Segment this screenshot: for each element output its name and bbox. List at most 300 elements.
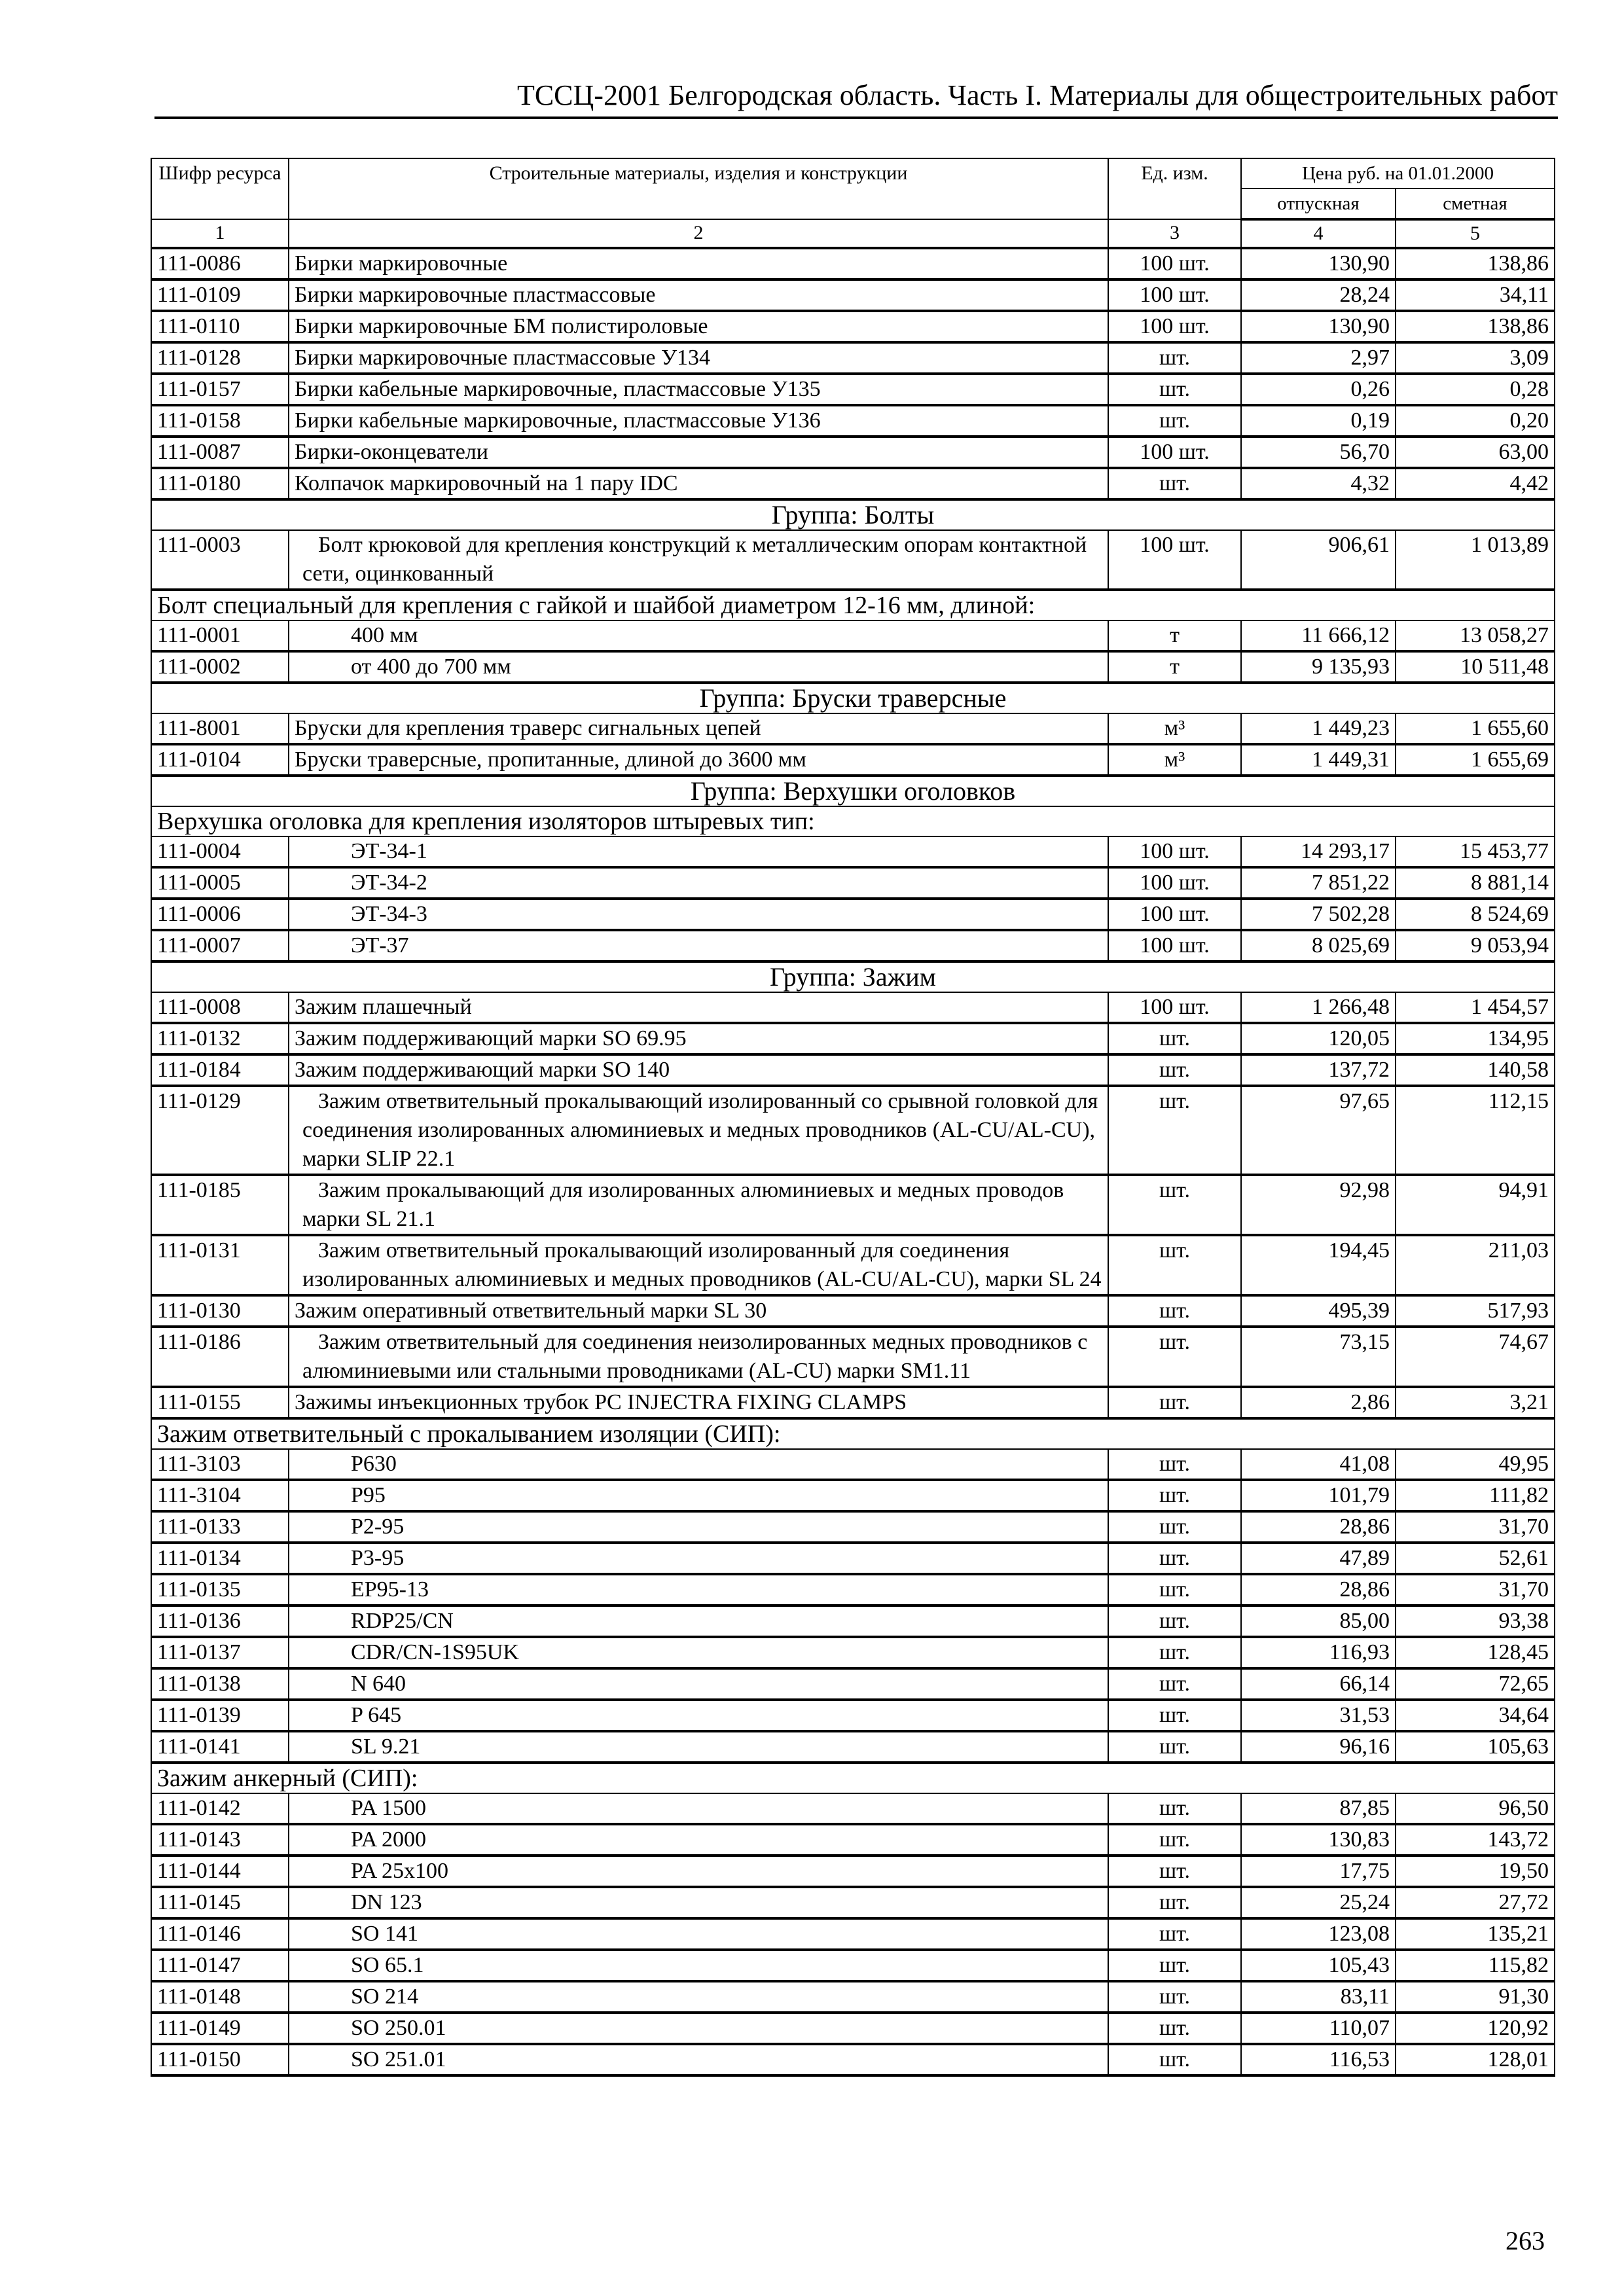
price-release: 14 293,17	[1241, 836, 1396, 867]
unit-of-measure: шт.	[1108, 1054, 1241, 1086]
price-release: 28,86	[1241, 1574, 1396, 1605]
table-row	[151, 342, 1555, 374]
unit-of-measure: 100 шт.	[1108, 992, 1241, 1023]
resource-code: 111-0134	[151, 1543, 289, 1574]
material-name: P 645	[289, 1700, 1108, 1731]
unit-of-measure: т	[1108, 620, 1241, 651]
material-name: Зажим прокалывающий для изолированных алюминиевых и медных проводов марки SL 21.1	[289, 1175, 1108, 1235]
subheading-title: Зажим анкерный (СИП):	[151, 1763, 1555, 1793]
resource-code: 111-0104	[151, 744, 289, 776]
price-estimate: 19,50	[1396, 1856, 1555, 1887]
table-row	[151, 620, 1555, 651]
resource-code: 111-0004	[151, 836, 289, 867]
unit-of-measure: 100 шт.	[1108, 248, 1241, 279]
material-name: RDP25/CN	[289, 1605, 1108, 1637]
price-release: 87,85	[1241, 1793, 1396, 1824]
material-name: P2-95	[289, 1511, 1108, 1543]
table-row	[151, 530, 1555, 590]
table-row	[151, 1574, 1555, 1605]
resource-code: 111-0007	[151, 930, 289, 961]
price-release: 906,61	[1241, 530, 1396, 590]
resource-code: 111-0003	[151, 530, 289, 590]
table-row	[151, 1981, 1555, 2013]
price-estimate: 143,72	[1396, 1824, 1555, 1856]
price-release: 9 135,93	[1241, 651, 1396, 683]
material-name: CDR/CN-1S95UK	[289, 1637, 1108, 1668]
price-release: 123,08	[1241, 1918, 1396, 1950]
unit-of-measure: шт.	[1108, 405, 1241, 437]
price-release: 1 449,23	[1241, 713, 1396, 744]
table-row	[151, 2044, 1555, 2075]
unit-of-measure: шт.	[1108, 1731, 1241, 1763]
price-release: 4,32	[1241, 468, 1396, 499]
price-estimate: 91,30	[1396, 1981, 1555, 2013]
table-row	[151, 1856, 1555, 1887]
resource-code: 111-0008	[151, 992, 289, 1023]
resource-code: 111-0158	[151, 405, 289, 437]
table-row	[151, 437, 1555, 468]
unit-of-measure: шт.	[1108, 342, 1241, 374]
table-row	[151, 1887, 1555, 1918]
price-release: 25,24	[1241, 1887, 1396, 1918]
subheading-title: Зажим ответвительный с прокалыванием изоляции (СИП):	[151, 1418, 1555, 1449]
price-release: 0,19	[1241, 405, 1396, 437]
price-estimate: 10 511,48	[1396, 651, 1555, 683]
table-row	[151, 651, 1555, 683]
material-name: Бирки маркировочные	[289, 248, 1108, 279]
table-row	[151, 468, 1555, 499]
material-name: 400 мм	[289, 620, 1108, 651]
resource-code: 111-0157	[151, 374, 289, 405]
price-release: 28,24	[1241, 279, 1396, 311]
header-code: Шифр ресурса	[151, 158, 289, 219]
price-release: 130,83	[1241, 1824, 1396, 1856]
resource-code: 111-0132	[151, 1023, 289, 1054]
material-name: ЭТ-34-3	[289, 899, 1108, 930]
resource-code: 111-0110	[151, 311, 289, 342]
price-estimate: 128,01	[1396, 2044, 1555, 2075]
price-release: 2,86	[1241, 1387, 1396, 1418]
price-release: 11 666,12	[1241, 620, 1396, 651]
price-estimate: 3,21	[1396, 1387, 1555, 1418]
unit-of-measure: 100 шт.	[1108, 836, 1241, 867]
price-release: 56,70	[1241, 437, 1396, 468]
table-row	[151, 1480, 1555, 1511]
resource-code: 111-0131	[151, 1235, 289, 1295]
price-estimate: 8 524,69	[1396, 899, 1555, 930]
unit-of-measure: шт.	[1108, 1887, 1241, 1918]
resource-code: 111-0137	[151, 1637, 289, 1668]
price-estimate: 94,91	[1396, 1175, 1555, 1235]
table-row	[151, 1700, 1555, 1731]
resource-code: 111-0087	[151, 437, 289, 468]
table-row	[151, 311, 1555, 342]
price-estimate: 1 655,60	[1396, 713, 1555, 744]
col-number: 2	[289, 219, 1108, 248]
price-release: 120,05	[1241, 1023, 1396, 1054]
unit-of-measure: шт.	[1108, 2044, 1241, 2075]
price-release: 83,11	[1241, 1981, 1396, 2013]
material-name: Зажим ответвительный для соединения неизолированных медных проводников с алюминиевыми или стальными проводниками (AL-CU) марки SM1.11	[289, 1327, 1108, 1387]
material-name: Бирки кабельные маркировочные, пластмассовые У136	[289, 405, 1108, 437]
resource-code: 111-0147	[151, 1950, 289, 1981]
header-price-release: отпускная	[1241, 188, 1396, 219]
table-row	[151, 1327, 1555, 1387]
price-estimate: 120,92	[1396, 2013, 1555, 2044]
table-row	[151, 867, 1555, 899]
price-estimate: 27,72	[1396, 1887, 1555, 1918]
table-row	[151, 1511, 1555, 1543]
resource-code: 111-8001	[151, 713, 289, 744]
price-estimate: 34,64	[1396, 1700, 1555, 1731]
table-row	[151, 930, 1555, 961]
price-estimate: 105,63	[1396, 1731, 1555, 1763]
resource-code: 111-0138	[151, 1668, 289, 1700]
price-estimate: 140,58	[1396, 1054, 1555, 1086]
material-name: Бирки маркировочные пластмассовые	[289, 279, 1108, 311]
price-estimate: 74,67	[1396, 1327, 1555, 1387]
price-estimate: 9 053,94	[1396, 930, 1555, 961]
price-release: 2,97	[1241, 342, 1396, 374]
table-row	[151, 1668, 1555, 1700]
price-release: 31,53	[1241, 1700, 1396, 1731]
price-estimate: 8 881,14	[1396, 867, 1555, 899]
price-release: 8 025,69	[1241, 930, 1396, 961]
resource-code: 111-3103	[151, 1449, 289, 1480]
material-name: P95	[289, 1480, 1108, 1511]
price-estimate: 31,70	[1396, 1574, 1555, 1605]
material-name: SO 65.1	[289, 1950, 1108, 1981]
material-name: Зажим поддерживающий марки SO 69.95	[289, 1023, 1108, 1054]
unit-of-measure: шт.	[1108, 1981, 1241, 2013]
material-name: PA 1500	[289, 1793, 1108, 1824]
resource-code: 111-0136	[151, 1605, 289, 1637]
group-heading-row	[151, 683, 1555, 713]
material-name: P3-95	[289, 1543, 1108, 1574]
price-release: 17,75	[1241, 1856, 1396, 1887]
price-release: 110,07	[1241, 2013, 1396, 2044]
table-row	[151, 1023, 1555, 1054]
group-title: Группа: Верхушки оголовков	[151, 776, 1555, 806]
unit-of-measure: шт.	[1108, 1668, 1241, 1700]
price-estimate: 135,21	[1396, 1918, 1555, 1950]
col-number: 1	[151, 219, 289, 248]
table-row	[151, 1387, 1555, 1418]
group-heading-row	[151, 961, 1555, 992]
header-price-estimate: сметная	[1396, 188, 1555, 219]
col-number: 5	[1396, 219, 1555, 248]
table-row	[151, 744, 1555, 776]
unit-of-measure: шт.	[1108, 1950, 1241, 1981]
price-estimate: 3,09	[1396, 342, 1555, 374]
table-row	[151, 1235, 1555, 1295]
material-name: Бирки кабельные маркировочные, пластмассовые У135	[289, 374, 1108, 405]
price-estimate: 111,82	[1396, 1480, 1555, 1511]
table-row	[151, 405, 1555, 437]
price-release: 66,14	[1241, 1668, 1396, 1700]
price-release: 0,26	[1241, 374, 1396, 405]
price-release: 28,86	[1241, 1511, 1396, 1543]
material-name: P630	[289, 1449, 1108, 1480]
price-estimate: 138,86	[1396, 311, 1555, 342]
price-release: 130,90	[1241, 311, 1396, 342]
resource-code: 111-0141	[151, 1731, 289, 1763]
resource-code: 111-0185	[151, 1175, 289, 1235]
resource-code: 111-0135	[151, 1574, 289, 1605]
price-estimate: 72,65	[1396, 1668, 1555, 1700]
unit-of-measure: 100 шт.	[1108, 930, 1241, 961]
page-number: 263	[1506, 2226, 1545, 2255]
unit-of-measure: шт.	[1108, 1543, 1241, 1574]
price-release: 495,39	[1241, 1295, 1396, 1327]
unit-of-measure: шт.	[1108, 1086, 1241, 1175]
price-estimate: 115,82	[1396, 1950, 1555, 1981]
price-estimate: 49,95	[1396, 1449, 1555, 1480]
group-heading-row	[151, 499, 1555, 530]
material-name: Болт крюковой для крепления конструкций к металлическим опорам контактной сети, оцинкованный	[289, 530, 1108, 590]
resource-code: 111-0146	[151, 1918, 289, 1950]
unit-of-measure: шт.	[1108, 2013, 1241, 2044]
table-row	[151, 1637, 1555, 1668]
unit-of-measure: шт.	[1108, 1449, 1241, 1480]
material-name: Колпачок маркировочный на 1 пару IDC	[289, 468, 1108, 499]
price-release: 47,89	[1241, 1543, 1396, 1574]
unit-of-measure: шт.	[1108, 1235, 1241, 1295]
resource-code: 111-0144	[151, 1856, 289, 1887]
resource-code: 111-0186	[151, 1327, 289, 1387]
unit-of-measure: 100 шт.	[1108, 867, 1241, 899]
material-name: PA 25x100	[289, 1856, 1108, 1887]
table-row	[151, 1824, 1555, 1856]
header-name: Строительные материалы, изделия и конструкции	[289, 158, 1108, 219]
material-name: ЭТ-34-1	[289, 836, 1108, 867]
price-estimate: 517,93	[1396, 1295, 1555, 1327]
table-row	[151, 374, 1555, 405]
price-estimate: 52,61	[1396, 1543, 1555, 1574]
resource-code: 111-0130	[151, 1295, 289, 1327]
price-estimate: 15 453,77	[1396, 836, 1555, 867]
header-unit: Ед. изм.	[1108, 158, 1241, 219]
material-name: Зажим ответвительный прокалывающий изолированный со срывной головкой для соединения изолированных алюминиевых и медных проводников (AL-CU/AL-CU), марки SLIP 22.1	[289, 1086, 1108, 1175]
unit-of-measure: 100 шт.	[1108, 279, 1241, 311]
unit-of-measure: м³	[1108, 713, 1241, 744]
table-row	[151, 1449, 1555, 1480]
table-row	[151, 992, 1555, 1023]
price-release: 116,53	[1241, 2044, 1396, 2075]
price-estimate: 134,95	[1396, 1023, 1555, 1054]
table-row	[151, 1054, 1555, 1086]
material-name: Бруски для крепления траверс сигнальных цепей	[289, 713, 1108, 744]
price-estimate: 0,20	[1396, 405, 1555, 437]
resource-code: 111-0180	[151, 468, 289, 499]
material-name: SL 9.21	[289, 1731, 1108, 1763]
table-row	[151, 279, 1555, 311]
resource-code: 111-0002	[151, 651, 289, 683]
price-release: 1 449,31	[1241, 744, 1396, 776]
material-name: от 400 до 700 мм	[289, 651, 1108, 683]
material-name: Зажим оперативный ответвительный марки SL 30	[289, 1295, 1108, 1327]
subheading-row	[151, 1763, 1555, 1793]
price-release: 96,16	[1241, 1731, 1396, 1763]
unit-of-measure: шт.	[1108, 1023, 1241, 1054]
material-name: Зажим плашечный	[289, 992, 1108, 1023]
table-row	[151, 1950, 1555, 1981]
col-number: 3	[1108, 219, 1241, 248]
price-release: 101,79	[1241, 1480, 1396, 1511]
price-table	[151, 158, 1555, 2077]
material-name: Бирки-оконцеватели	[289, 437, 1108, 468]
price-estimate: 211,03	[1396, 1235, 1555, 1295]
price-release: 137,72	[1241, 1054, 1396, 1086]
table-row	[151, 1295, 1555, 1327]
material-name: SO 250.01	[289, 2013, 1108, 2044]
material-name: EP95-13	[289, 1574, 1108, 1605]
price-estimate: 1 655,69	[1396, 744, 1555, 776]
price-release: 194,45	[1241, 1235, 1396, 1295]
unit-of-measure: шт.	[1108, 1605, 1241, 1637]
resource-code: 111-0109	[151, 279, 289, 311]
group-title: Группа: Зажим	[151, 961, 1555, 992]
resource-code: 111-0155	[151, 1387, 289, 1418]
running-header: ТССЦ-2001 Белгородская область. Часть I. Материалы для общестроительных работ	[516, 79, 1558, 111]
unit-of-measure: шт.	[1108, 1387, 1241, 1418]
table-row	[151, 1793, 1555, 1824]
table-row	[151, 2013, 1555, 2044]
group-heading-row	[151, 776, 1555, 806]
price-estimate: 13 058,27	[1396, 620, 1555, 651]
price-release: 130,90	[1241, 248, 1396, 279]
subheading-row	[151, 590, 1555, 620]
group-title: Группа: Болты	[151, 499, 1555, 530]
resource-code: 111-0149	[151, 2013, 289, 2044]
subheading-title: Верхушка оголовка для крепления изоляторов штыревых тип:	[151, 806, 1555, 836]
price-estimate: 31,70	[1396, 1511, 1555, 1543]
subheading-row	[151, 1418, 1555, 1449]
resource-code: 111-0006	[151, 899, 289, 930]
unit-of-measure: шт.	[1108, 1574, 1241, 1605]
material-name: Бирки маркировочные БМ полистироловые	[289, 311, 1108, 342]
material-name: N 640	[289, 1668, 1108, 1700]
table-body	[151, 248, 1555, 2075]
unit-of-measure: шт.	[1108, 1856, 1241, 1887]
unit-of-measure: шт.	[1108, 1918, 1241, 1950]
material-name: Бруски траверсные, пропитанные, длиной до 3600 мм	[289, 744, 1108, 776]
unit-of-measure: шт.	[1108, 1793, 1241, 1824]
material-name: ЭТ-34-2	[289, 867, 1108, 899]
price-release: 92,98	[1241, 1175, 1396, 1235]
price-release: 41,08	[1241, 1449, 1396, 1480]
price-release: 7 502,28	[1241, 899, 1396, 930]
resource-code: 111-0150	[151, 2044, 289, 2075]
unit-of-measure: шт.	[1108, 374, 1241, 405]
unit-of-measure: 100 шт.	[1108, 437, 1241, 468]
table-row	[151, 1605, 1555, 1637]
price-estimate: 93,38	[1396, 1605, 1555, 1637]
unit-of-measure: 100 шт.	[1108, 311, 1241, 342]
material-name: Бирки маркировочные пластмассовые У134	[289, 342, 1108, 374]
price-release: 85,00	[1241, 1605, 1396, 1637]
resource-code: 111-0143	[151, 1824, 289, 1856]
price-release: 7 851,22	[1241, 867, 1396, 899]
price-estimate: 34,11	[1396, 279, 1555, 311]
unit-of-measure: м³	[1108, 744, 1241, 776]
resource-code: 111-0133	[151, 1511, 289, 1543]
material-name: PA 2000	[289, 1824, 1108, 1856]
table-row	[151, 899, 1555, 930]
resource-code: 111-0184	[151, 1054, 289, 1086]
table-row	[151, 1543, 1555, 1574]
price-estimate: 128,45	[1396, 1637, 1555, 1668]
price-release: 116,93	[1241, 1637, 1396, 1668]
resource-code: 111-0139	[151, 1700, 289, 1731]
material-name: SO 141	[289, 1918, 1108, 1950]
unit-of-measure: шт.	[1108, 1700, 1241, 1731]
price-estimate: 1 454,57	[1396, 992, 1555, 1023]
unit-of-measure: шт.	[1108, 1511, 1241, 1543]
unit-of-measure: шт.	[1108, 1824, 1241, 1856]
price-release: 1 266,48	[1241, 992, 1396, 1023]
col-number: 4	[1241, 219, 1396, 248]
resource-code: 111-0128	[151, 342, 289, 374]
unit-of-measure: 100 шт.	[1108, 530, 1241, 590]
unit-of-measure: шт.	[1108, 468, 1241, 499]
resource-code: 111-0005	[151, 867, 289, 899]
price-release: 105,43	[1241, 1950, 1396, 1981]
material-name: SO 214	[289, 1981, 1108, 2013]
table-row	[151, 713, 1555, 744]
price-estimate: 4,42	[1396, 468, 1555, 499]
resource-code: 111-0145	[151, 1887, 289, 1918]
header-price-group: Цена руб. на 01.01.2000	[1241, 158, 1555, 188]
unit-of-measure: шт.	[1108, 1637, 1241, 1668]
resource-code: 111-0148	[151, 1981, 289, 2013]
price-estimate: 0,28	[1396, 374, 1555, 405]
price-estimate: 112,15	[1396, 1086, 1555, 1175]
table-row	[151, 1086, 1555, 1175]
unit-of-measure: 100 шт.	[1108, 899, 1241, 930]
material-name: DN 123	[289, 1887, 1108, 1918]
unit-of-measure: шт.	[1108, 1175, 1241, 1235]
price-estimate: 1 013,89	[1396, 530, 1555, 590]
unit-of-measure: т	[1108, 651, 1241, 683]
material-name: Зажим ответвительный прокалывающий изолированный для соединения изолированных алюминиевых и медных проводников (AL-CU/AL-CU), марки SL 24	[289, 1235, 1108, 1295]
price-estimate: 138,86	[1396, 248, 1555, 279]
subheading-title: Болт специальный для крепления с гайкой и шайбой диаметром 12-16 мм, длиной:	[151, 590, 1555, 620]
price-release: 97,65	[1241, 1086, 1396, 1175]
header-rule	[154, 117, 1558, 119]
unit-of-measure: шт.	[1108, 1327, 1241, 1387]
resource-code: 111-0129	[151, 1086, 289, 1175]
price-estimate: 63,00	[1396, 437, 1555, 468]
table-row	[151, 1918, 1555, 1950]
material-name: Зажим поддерживающий марки SO 140	[289, 1054, 1108, 1086]
material-name: SO 251.01	[289, 2044, 1108, 2075]
price-release: 73,15	[1241, 1327, 1396, 1387]
resource-code: 111-3104	[151, 1480, 289, 1511]
price-estimate: 96,50	[1396, 1793, 1555, 1824]
resource-code: 111-0086	[151, 248, 289, 279]
table-row	[151, 1731, 1555, 1763]
subheading-row	[151, 806, 1555, 836]
table-row	[151, 1175, 1555, 1235]
material-name: Зажимы инъекционных трубок PC INJECTRA FIXING CLAMPS	[289, 1387, 1108, 1418]
table-row	[151, 248, 1555, 279]
material-name: ЭТ-37	[289, 930, 1108, 961]
unit-of-measure: шт.	[1108, 1295, 1241, 1327]
group-title: Группа: Бруски траверсные	[151, 683, 1555, 713]
unit-of-measure: шт.	[1108, 1480, 1241, 1511]
resource-code: 111-0142	[151, 1793, 289, 1824]
